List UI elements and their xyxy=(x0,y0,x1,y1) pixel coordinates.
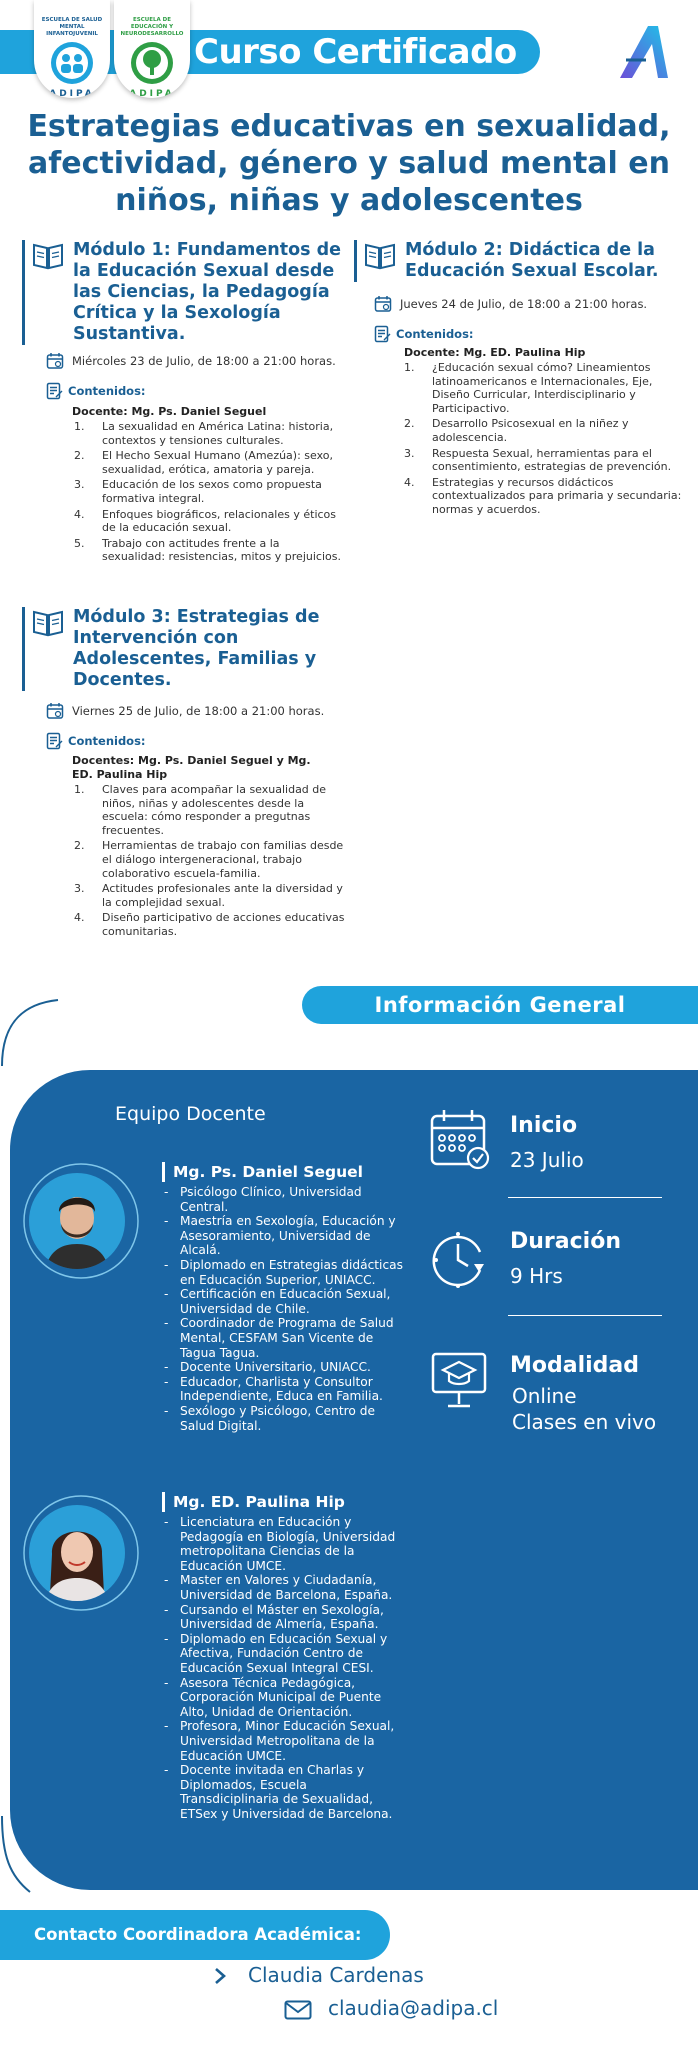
contents-label-text: Contenidos: xyxy=(68,384,146,398)
adipa-logo-icon xyxy=(612,22,672,82)
badge-bottom-text: ADIPA xyxy=(49,89,95,98)
list-item: Enfoques biográficos, relacionales y éticos de la educación sexual. xyxy=(102,507,337,535)
list-item: Claves para acompañar la sexualidad de niños, niñas y adolescentes desde la escuela: cómo responder a pregutnas frecuentes. xyxy=(102,783,327,837)
list-item: - Educador, Charlista y Consultor Independiente, Educa en Familia. xyxy=(162,1375,407,1404)
badge-top-text: ESCUELA DE EDUCACIÓN Y NEURODESARROLLO xyxy=(120,17,184,37)
list-item: - Certificación en Educación Sexual, Universidad de Chile. xyxy=(162,1287,407,1316)
list-item: Respuesta Sexual, herramientas para el consentimiento, estrategias de prevención. xyxy=(432,446,672,474)
list-item: Trabajo con actitudes frente a la sexualidad: resistencias, mitos y prejuicios. xyxy=(102,536,341,564)
contents-label-text: Contenidos: xyxy=(68,734,146,748)
inicio-label: Inicio xyxy=(510,1113,578,1138)
module-contents-label xyxy=(46,383,346,399)
teacher-daniel xyxy=(162,1162,407,1433)
main-title: Estrategias educativas en sexualidad, afectividad, género y salud mental en niños, niñas y adolescentes xyxy=(27,109,671,218)
list-item: - Asesora Técnica Pedagógica, Corporación Municipal de Puente Alto, Unidad de Orientación. xyxy=(162,1676,407,1720)
list-item: Desarrollo Psicosexual en la niñez y adolescencia. xyxy=(432,417,629,444)
badge-salud-mental xyxy=(34,0,110,98)
modalidad-label: Modalidad xyxy=(510,1353,640,1378)
module-teacher: Docente: Mg. Ps. Daniel Seguel xyxy=(72,405,267,418)
duracion-value: 9 Hrs xyxy=(510,1264,563,1288)
calendar-icon xyxy=(46,702,64,720)
badge-educacion xyxy=(114,0,190,98)
book-icon xyxy=(363,241,397,271)
module-2 xyxy=(354,240,688,519)
online-class-icon xyxy=(430,1350,490,1412)
document-edit-icon xyxy=(374,325,392,343)
contact-label: Contacto Coordinadora Académica: xyxy=(0,1910,390,1960)
module-date-text: Jueves 24 de Julio, de 18:00 a 21:00 horas. xyxy=(400,297,648,311)
teacher-cv-list xyxy=(162,1515,407,1821)
calendar-icon xyxy=(374,295,392,313)
list-item: - Maestría en Sexología, Educación y Asesoramiento, Universidad de Alcalá. xyxy=(162,1214,407,1258)
document-edit-icon xyxy=(46,732,64,750)
teacher-photo-paulina xyxy=(22,1494,140,1612)
list-item: - Cursando el Máster en Sexología, Universidad de Almería, España. xyxy=(162,1603,407,1632)
mental-health-emblem-icon xyxy=(46,41,98,85)
inicio-value: 23 Julio xyxy=(510,1148,584,1172)
list-item: - Master en Valores y Ciudadanía, Universidad de Barcelona, España. xyxy=(162,1573,407,1602)
header-title: Curso Certificado xyxy=(194,32,517,72)
module-contents-label xyxy=(46,733,346,749)
list-item: - Docente Universitario, UNIACC. xyxy=(162,1360,407,1375)
calendar-icon xyxy=(428,1108,492,1172)
modalidad-value-online: Online xyxy=(512,1384,577,1408)
module-items xyxy=(74,783,346,939)
tree-emblem-icon xyxy=(126,41,178,85)
list-item: - Diplomado en Estrategias didácticas en Educación Superior, UNIACC. xyxy=(162,1258,407,1287)
list-item: Estrategias y recursos didácticos contextualizados para primaria y secundaria: normas y acuerdos. xyxy=(432,475,682,516)
teacher-photo-daniel xyxy=(22,1162,140,1280)
list-item: Actitudes profesionales ante la diversidad y la complejidad sexual. xyxy=(102,882,343,909)
module-teacher: Docente: Mg. ED. Paulina Hip xyxy=(404,346,586,359)
teacher-name: Mg. Ps. Daniel Seguel xyxy=(162,1162,407,1182)
list-item: La sexualidad en América Latina: historia, contextos y tensiones culturales. xyxy=(102,420,334,447)
book-icon xyxy=(31,608,65,638)
list-item: - Docente invitada en Charlas y Diplomados, Escuela Transdiciplinaria de Sexualidad, ETSex y Universidad de Barcelona. xyxy=(162,1763,407,1821)
list-item: - Profesora, Minor Educación Sexual, Universidad Metropolitana de la Educación UMCE. xyxy=(162,1719,407,1763)
contents-label-text: Contenidos: xyxy=(396,327,474,341)
module-date xyxy=(374,296,688,312)
module-title-text: Módulo 1: Fundamentos de la Educación Sexual desde las Ciencias, la Pedagogía Crítica y la Sexología Sustantiva. xyxy=(73,240,341,344)
clock-icon xyxy=(428,1228,492,1292)
divider xyxy=(508,1315,662,1316)
module-3 xyxy=(22,607,346,941)
module-teacher: Docentes: Mg. Ps. Daniel Seguel y Mg. ED. Paulina Hip xyxy=(72,754,311,781)
teacher-paulina xyxy=(162,1492,407,1821)
badge-bottom-text: ADIPA xyxy=(129,89,175,98)
divider xyxy=(508,1197,662,1198)
list-item: Herramientas de trabajo con familias desde el diálogo intergeneracional, trabajo colaborativo escuela-familia. xyxy=(102,839,344,880)
module-date xyxy=(46,703,346,719)
list-item: El Hecho Sexual Humano (Amezúa): sexo, sexualidad, erótica, amatoria y pareja. xyxy=(102,449,333,476)
chevron-right-icon xyxy=(212,1967,228,1985)
modalidad-value-live: Clases en vivo xyxy=(512,1410,657,1434)
team-title: Equipo Docente xyxy=(115,1103,266,1125)
module-items xyxy=(404,361,688,517)
module-date-text: Miércoles 23 de Julio, de 18:00 a 21:00 horas. xyxy=(72,354,336,368)
list-item: - Psicólogo Clínico, Universidad Central. xyxy=(162,1185,407,1214)
badge-top-text: ESCUELA DE SALUD MENTAL INFANTOJUVENIL xyxy=(41,17,103,37)
module-date xyxy=(46,353,346,369)
duracion-label: Duración xyxy=(510,1229,621,1254)
list-item: Diseño participativo de acciones educativas comunitarias. xyxy=(102,911,345,938)
module-title-text: Módulo 3: Estrategias de Intervención con Adolescentes, Familias y Docentes. xyxy=(73,607,320,690)
teacher-cv-list xyxy=(162,1185,407,1433)
mail-icon xyxy=(284,2000,312,2020)
module-title xyxy=(354,240,688,282)
general-info-title: Información General xyxy=(302,986,698,1024)
contact-name: Claudia Cardenas xyxy=(248,1963,424,1987)
document-edit-icon xyxy=(46,382,64,400)
module-1 xyxy=(22,240,346,566)
module-title-text: Módulo 2: Didáctica de la Educación Sexual Escolar. xyxy=(405,240,659,281)
list-item: Educación de los sexos como propuesta formativa integral. xyxy=(102,478,322,505)
list-item: ¿Educación sexual cómo? Lineamientos latinoamericanos e Internacionales, Eje, Diseño Curricular, Interdisciplinario y Participactivo. xyxy=(432,361,653,415)
list-item: - Licenciatura en Educación y Pedagogía en Biología, Universidad metropolitana Ciencias de la Educación UMCE. xyxy=(162,1515,407,1573)
module-contents-label xyxy=(374,326,688,342)
module-date-text: Viernes 25 de Julio, de 18:00 a 21:00 horas. xyxy=(72,704,325,718)
module-title xyxy=(22,607,346,691)
book-icon xyxy=(31,241,65,271)
module-items xyxy=(74,420,346,564)
module-title xyxy=(22,240,346,345)
list-item: - Coordinador de Programa de Salud Mental, CESFAM San Vicente de Tagua Tagua. xyxy=(162,1316,407,1360)
contact-email-link[interactable]: claudia@adipa.cl xyxy=(328,1996,499,2020)
list-item: - Sexólogo y Psicólogo, Centro de Salud Digital. xyxy=(162,1404,407,1433)
teacher-name: Mg. ED. Paulina Hip xyxy=(162,1492,407,1512)
list-item: - Diplomado en Educación Sexual y Afectiva, Fundación Centro de Educación Sexual Integral CESI. xyxy=(162,1632,407,1676)
calendar-icon xyxy=(46,352,64,370)
